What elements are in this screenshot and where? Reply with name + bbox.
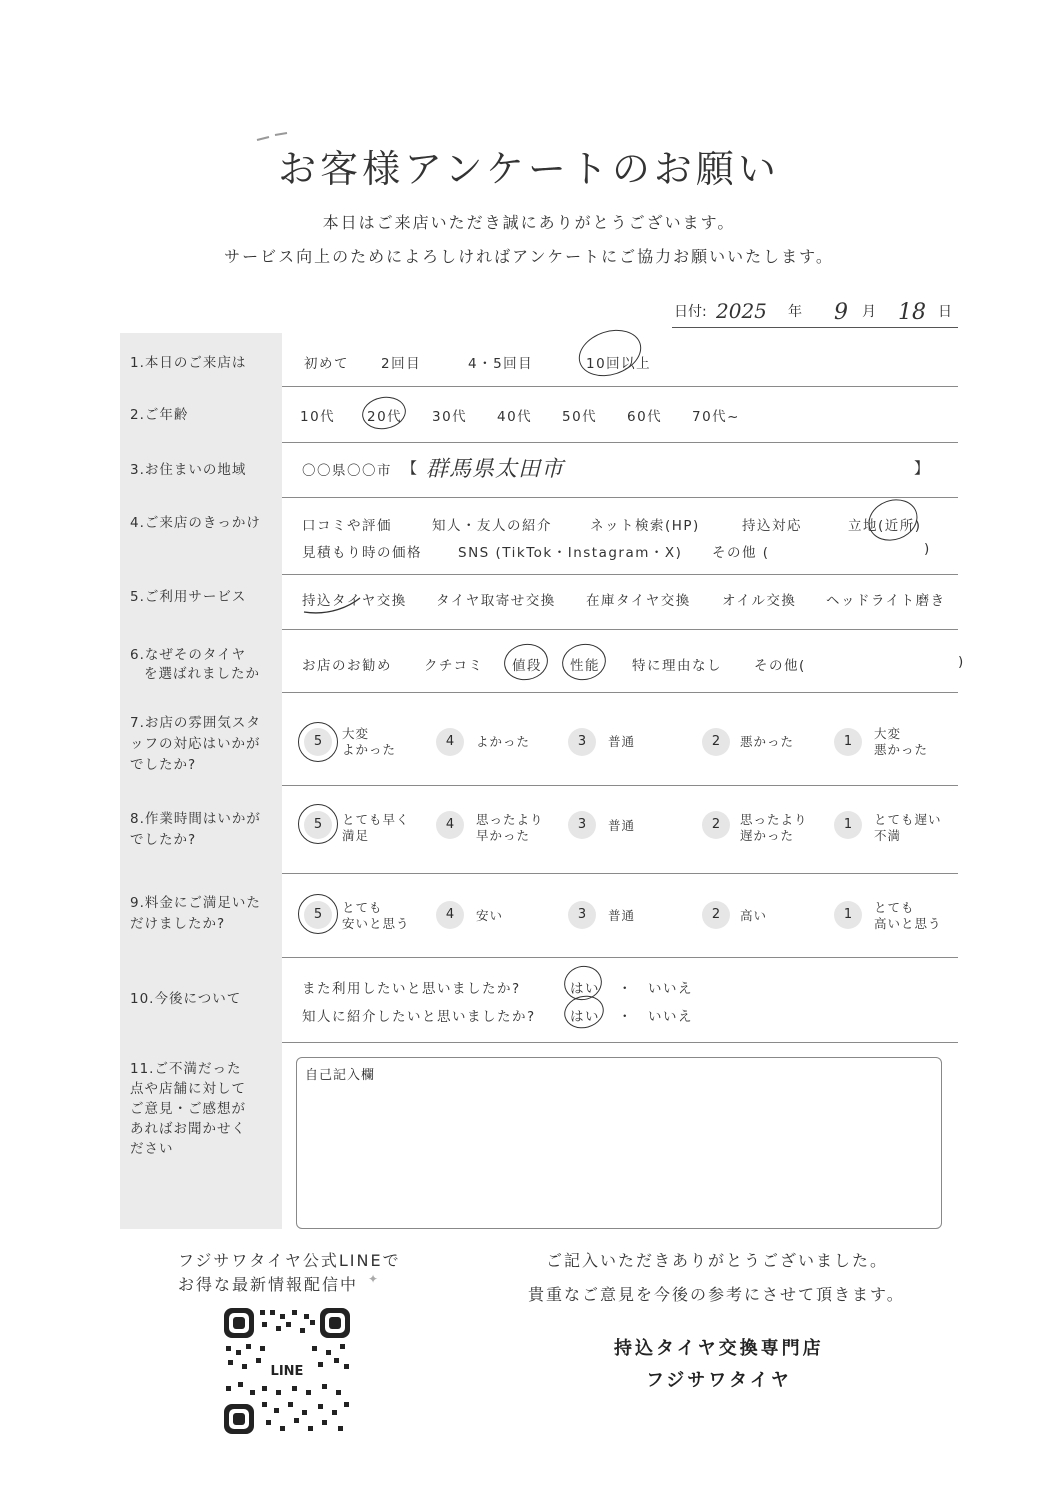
comment-box-label: 自己記入欄 bbox=[305, 1068, 376, 1083]
page-title: お客様アンケートのお願い bbox=[278, 147, 780, 191]
intro-line-2: サービス向上のためによろしければアンケートにご協力お願いいたします。 bbox=[224, 247, 834, 266]
q4-other-close: ) bbox=[924, 541, 931, 557]
q8-rating-4-text2: 早かった bbox=[476, 828, 531, 843]
q1-label: 1.本日のご来店は bbox=[130, 355, 247, 371]
q7-label-line2: ッフの対応はいかが bbox=[130, 736, 261, 752]
selection-circle bbox=[298, 894, 338, 934]
selection-circle bbox=[863, 493, 924, 548]
q8-rating-5[interactable]: 5 bbox=[304, 811, 332, 839]
q9-rating-5-text2: 安いと思う bbox=[342, 916, 410, 931]
q6-label-line1: 6.なぜそのタイヤ bbox=[130, 647, 247, 663]
date-year-unit: 年 bbox=[788, 304, 802, 320]
row-divider bbox=[282, 785, 958, 786]
q2-option[interactable]: 50代 bbox=[562, 409, 598, 425]
q10-sub2-yes[interactable]: はい bbox=[570, 1009, 600, 1025]
selection-circle bbox=[298, 804, 338, 844]
q10-label: 10.今後について bbox=[130, 991, 242, 1007]
q5-option[interactable]: オイル交換 bbox=[722, 593, 797, 609]
intro-line-1: 本日はご来店いただき誠にありがとうございます。 bbox=[322, 213, 736, 232]
line-promo-line2: お得な最新情報配信中 bbox=[178, 1275, 359, 1294]
q7-rating-4[interactable]: 4 bbox=[436, 728, 464, 756]
q7-rating-2-text1: 悪かった bbox=[740, 734, 795, 749]
q1-option-selected[interactable]: 10回以上 bbox=[586, 356, 652, 372]
q11-label-line1: 11.ご不満だった bbox=[130, 1061, 242, 1077]
q4-option[interactable]: ネット検索(HP) bbox=[590, 518, 700, 534]
q6-option-selected[interactable]: 値段 bbox=[512, 658, 542, 674]
q7-rating-1[interactable]: 1 bbox=[834, 728, 862, 756]
q3-open-bracket: 【 bbox=[402, 459, 419, 477]
q5-option[interactable]: 在庫タイヤ交換 bbox=[586, 593, 691, 609]
row-divider bbox=[282, 1042, 958, 1043]
q9-rating-4-text1: 安い bbox=[476, 908, 504, 923]
q10-sub1: また利用したいと思いましたか? bbox=[302, 981, 521, 997]
q9-rating-3[interactable]: 3 bbox=[568, 901, 596, 929]
q4-label: 4.ご来店のきっかけ bbox=[130, 515, 261, 531]
row-divider bbox=[282, 497, 958, 498]
q8-rating-3[interactable]: 3 bbox=[568, 811, 596, 839]
q8-rating-1-text2: 不満 bbox=[874, 828, 902, 843]
q7-label-line3: でしたか? bbox=[130, 757, 197, 773]
row-divider bbox=[282, 574, 958, 575]
q4-option[interactable]: 知人・友人の紹介 bbox=[432, 518, 552, 534]
q4-option[interactable]: SNS (TikTok・Instagram・X) bbox=[458, 545, 683, 561]
q5-label: 5.ご利用サービス bbox=[130, 589, 247, 605]
q5-option[interactable]: ヘッドライト磨き bbox=[826, 593, 946, 609]
q7-rating-2[interactable]: 2 bbox=[702, 728, 730, 756]
q10-sub2-no[interactable]: いいえ bbox=[648, 1009, 693, 1025]
q9-rating-1-text1: とても bbox=[874, 900, 915, 915]
qr-line-logo-text: LINE bbox=[262, 1363, 312, 1381]
q8-label-line2: でしたか? bbox=[130, 832, 197, 848]
q3-label: 3.お住まいの地域 bbox=[130, 462, 247, 478]
date-month-unit: 月 bbox=[862, 304, 876, 320]
thanks-line2: 貴重なご意見を今後の参考にさせて頂きます。 bbox=[528, 1285, 905, 1304]
row-divider bbox=[282, 957, 958, 958]
q9-rating-4[interactable]: 4 bbox=[436, 901, 464, 929]
date-year-value: 2025 bbox=[716, 299, 767, 323]
q10-sub2-dot: ・ bbox=[618, 1009, 633, 1025]
q3-close-bracket: 】 bbox=[914, 459, 931, 477]
q2-option[interactable]: 70代~ bbox=[692, 409, 740, 425]
q7-rating-3-text1: 普通 bbox=[608, 734, 636, 749]
q8-rating-2-text1: 思ったより bbox=[740, 812, 808, 827]
q4-option-selected[interactable]: 立地(近所) bbox=[848, 518, 922, 534]
q6-option-other[interactable]: その他( bbox=[754, 658, 806, 674]
q9-rating-5-text1: とても bbox=[342, 900, 383, 915]
q2-option[interactable]: 30代 bbox=[432, 409, 468, 425]
q6-label-line2: を選ばれましたか bbox=[144, 666, 260, 682]
q9-rating-1[interactable]: 1 bbox=[834, 901, 862, 929]
q10-sub1-no[interactable]: いいえ bbox=[648, 981, 693, 997]
q4-option[interactable]: 持込対応 bbox=[742, 518, 802, 534]
q8-rating-5-text2: 満足 bbox=[342, 828, 370, 843]
date-day-value: 18 bbox=[898, 300, 926, 325]
q1-option[interactable]: 2回目 bbox=[381, 356, 422, 372]
q8-rating-2[interactable]: 2 bbox=[702, 811, 730, 839]
q2-label: 2.ご年齢 bbox=[130, 407, 189, 423]
q2-option[interactable]: 40代 bbox=[497, 409, 533, 425]
q11-label-line5: ださい bbox=[130, 1141, 174, 1157]
row-divider bbox=[282, 629, 958, 630]
q2-option-selected[interactable]: 20代 bbox=[367, 409, 403, 425]
shop-name: フジサワタイヤ bbox=[646, 1370, 792, 1391]
q9-label-line2: だけましたか? bbox=[130, 916, 226, 932]
date-day-unit: 日 bbox=[938, 304, 952, 320]
q9-rating-3-text1: 普通 bbox=[608, 908, 636, 923]
q7-rating-5-text2: よかった bbox=[342, 742, 397, 757]
q8-rating-3-text1: 普通 bbox=[608, 818, 636, 833]
q5-option-selected[interactable]: 持込タイヤ交換 bbox=[302, 593, 407, 609]
row-divider bbox=[282, 386, 958, 387]
q3-example: 〇〇県〇〇市 bbox=[302, 463, 392, 479]
q5-option[interactable]: タイヤ取寄せ交換 bbox=[436, 593, 556, 609]
q11-label-line4: あればお聞かせく bbox=[130, 1121, 246, 1137]
q3-handwritten-answer[interactable]: 群馬県太田市 bbox=[426, 457, 565, 482]
row-divider bbox=[282, 873, 958, 874]
q9-rating-5[interactable]: 5 bbox=[304, 901, 332, 929]
q10-sub1-yes[interactable]: はい bbox=[570, 981, 600, 997]
q9-label-line1: 9.料金にご満足いた bbox=[130, 895, 261, 911]
q9-rating-2-text1: 高い bbox=[740, 908, 768, 923]
q7-rating-5[interactable]: 5 bbox=[304, 728, 332, 756]
q11-label-line3: ご意見・ご感想が bbox=[130, 1101, 246, 1117]
date-month-value: 9 bbox=[834, 300, 848, 325]
q2-option[interactable]: 10代 bbox=[300, 409, 336, 425]
q11-label-line2: 点や店舗に対して bbox=[130, 1081, 246, 1097]
q1-option[interactable]: 初めて bbox=[304, 356, 349, 372]
q6-other-close: ) bbox=[958, 654, 965, 670]
sparkle-icon: ✦ bbox=[368, 1272, 379, 1286]
date-label: 日付: bbox=[674, 304, 707, 320]
row-divider bbox=[282, 442, 958, 443]
q7-rating-4-text1: よかった bbox=[476, 734, 531, 749]
selection-circle bbox=[559, 640, 609, 683]
line-qr-code[interactable] bbox=[222, 1306, 352, 1436]
q4-option-other[interactable]: その他 ( bbox=[712, 545, 770, 561]
q10-sub2: 知人に紹介したいと思いましたか? bbox=[302, 1009, 536, 1025]
selection-circle bbox=[561, 991, 608, 1032]
q8-rating-4[interactable]: 4 bbox=[436, 811, 464, 839]
q8-label-line1: 8.作業時間はいかが bbox=[130, 811, 261, 827]
shop-tagline: 持込タイヤ交換専門店 bbox=[614, 1338, 824, 1359]
q9-rating-1-text2: 高いと思う bbox=[874, 916, 942, 931]
line-promo-line1: フジサワタイヤ公式LINEで bbox=[178, 1251, 401, 1270]
selection-circle bbox=[501, 640, 551, 683]
q7-rating-3[interactable]: 3 bbox=[568, 728, 596, 756]
q8-rating-1-text1: とても遅い bbox=[874, 812, 942, 827]
selection-circle bbox=[360, 393, 409, 432]
q4-option[interactable]: 見積もり時の価格 bbox=[302, 545, 422, 561]
q8-rating-1[interactable]: 1 bbox=[834, 811, 862, 839]
row-divider bbox=[282, 692, 958, 693]
q6-option[interactable]: 特に理由なし bbox=[632, 658, 722, 674]
q6-option[interactable]: クチコミ bbox=[424, 658, 484, 674]
q7-label-line1: 7.お店の雰囲気スタ bbox=[130, 715, 261, 731]
q8-rating-4-text1: 思ったより bbox=[476, 812, 544, 827]
selection-circle bbox=[298, 722, 338, 762]
q9-rating-2[interactable]: 2 bbox=[702, 901, 730, 929]
q1-option[interactable]: 4・5回目 bbox=[468, 356, 534, 372]
selection-circle bbox=[573, 322, 647, 384]
q7-rating-1-text2: 悪かった bbox=[874, 742, 929, 757]
q10-sub1-dot: ・ bbox=[618, 981, 633, 997]
thanks-line1: ご記入いただきありがとうございました。 bbox=[546, 1251, 889, 1270]
q4-option[interactable]: 口コミや評価 bbox=[302, 518, 392, 534]
comment-textarea[interactable] bbox=[296, 1057, 942, 1229]
q8-rating-5-text1: とても早く bbox=[342, 812, 410, 827]
date-field[interactable] bbox=[672, 298, 958, 328]
q6-option[interactable]: お店のお勧め bbox=[302, 658, 392, 674]
selection-underline bbox=[300, 596, 390, 618]
q6-option-selected[interactable]: 性能 bbox=[570, 658, 600, 674]
q2-option[interactable]: 60代 bbox=[627, 409, 663, 425]
q8-rating-2-text2: 遅かった bbox=[740, 828, 795, 843]
q7-rating-1-text1: 大変 bbox=[874, 726, 902, 741]
q7-rating-5-text1: 大変 bbox=[342, 726, 370, 741]
